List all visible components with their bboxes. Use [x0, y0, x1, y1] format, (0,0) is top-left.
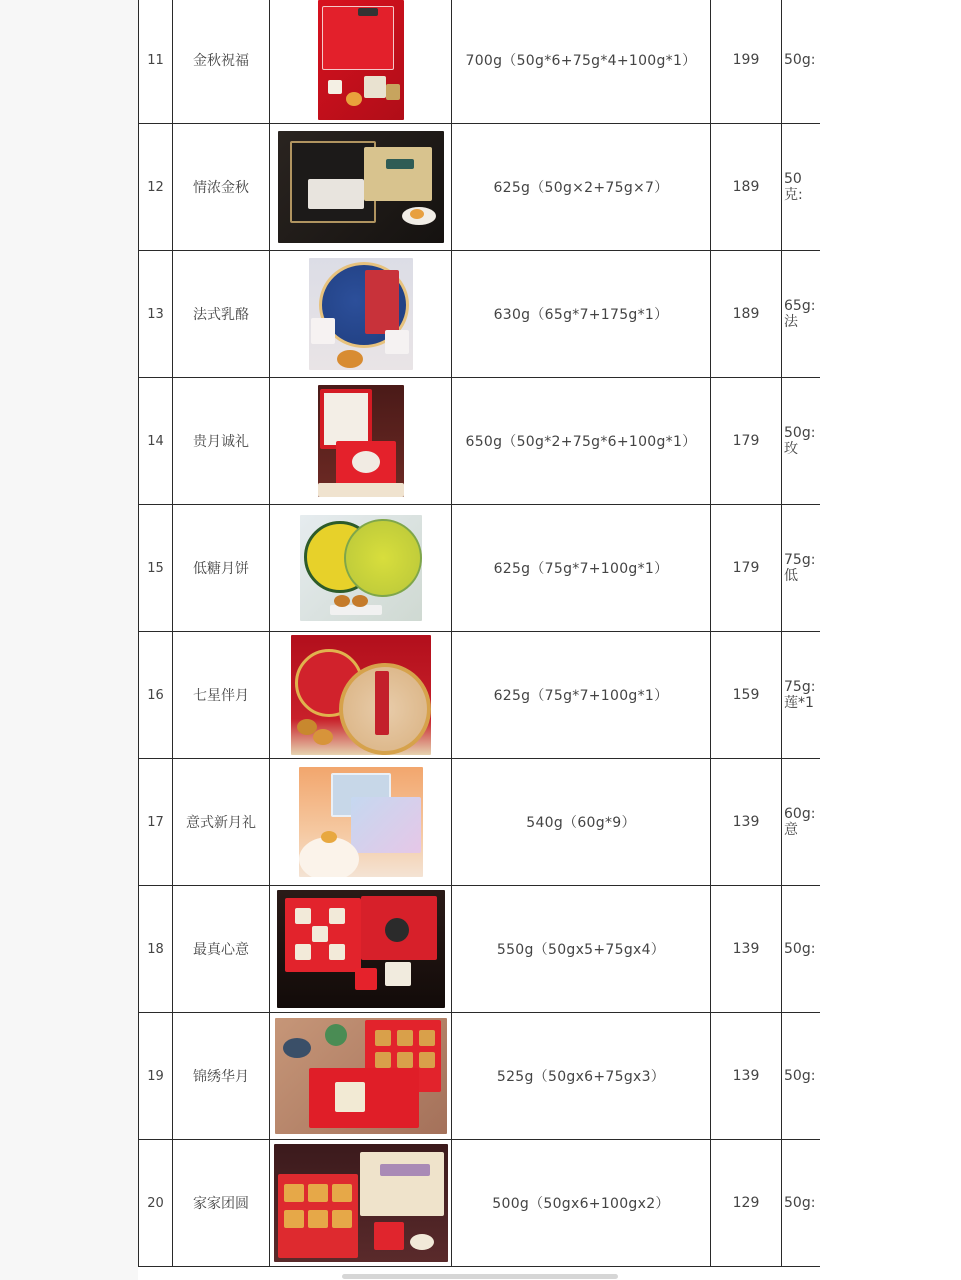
photo-shape	[308, 1210, 328, 1228]
weight-spec-cell	[452, 378, 711, 505]
photo-shape	[329, 908, 345, 924]
photo-shape	[325, 1024, 347, 1046]
price-cell-text: 139	[732, 1068, 760, 1084]
row-number-cell-text: 13	[147, 306, 164, 322]
product-name-cell	[173, 759, 270, 886]
home-indicator	[342, 1274, 618, 1279]
weight-spec-cell	[452, 759, 711, 886]
description-cell-text: 50g:	[784, 52, 816, 68]
product-name-cell-text: 家家团圆	[193, 1196, 249, 1212]
weight-spec-cell	[452, 1140, 711, 1267]
photo-shape	[328, 80, 342, 94]
price-cell	[711, 1013, 782, 1140]
photo-shape	[375, 671, 389, 735]
photo-shape	[334, 595, 350, 607]
row-number-cell-text: 16	[147, 687, 164, 703]
price-cell-text: 199	[732, 52, 760, 68]
description-cell	[782, 251, 821, 378]
photo-shape	[321, 831, 337, 843]
photo-shape	[419, 1052, 435, 1068]
photo-shape	[318, 483, 404, 497]
price-cell	[711, 378, 782, 505]
weight-spec-cell	[452, 1013, 711, 1140]
row-number-cell-text: 14	[147, 433, 164, 449]
photo-shape	[330, 605, 382, 615]
photo-shape	[360, 1152, 444, 1216]
photo-shape	[311, 318, 335, 344]
price-cell-text: 129	[732, 1195, 760, 1211]
price-cell-text: 189	[732, 306, 760, 322]
product-name-cell	[173, 886, 270, 1013]
product-photo	[291, 635, 431, 755]
table-row	[139, 759, 821, 886]
product-name-cell	[173, 0, 270, 124]
description-cell-text: 75g: 莲*1	[784, 679, 816, 711]
table-row	[139, 505, 821, 632]
row-number-cell	[139, 886, 173, 1013]
photo-shape	[355, 968, 377, 990]
row-number-cell-text: 15	[147, 560, 164, 576]
photo-shape	[364, 76, 386, 98]
weight-spec-cell-text: 625g（75g*7+100g*1）	[493, 688, 669, 704]
description-cell-text: 60g:意	[784, 806, 816, 838]
row-number-cell	[139, 759, 173, 886]
weight-spec-cell	[452, 124, 711, 251]
photo-shape	[322, 6, 394, 70]
table-row	[139, 0, 821, 124]
price-cell-text: 179	[732, 433, 760, 449]
product-photo	[318, 0, 404, 120]
product-name-cell	[173, 251, 270, 378]
photo-shape	[386, 84, 400, 100]
product-photo	[278, 131, 444, 243]
price-cell	[711, 632, 782, 759]
description-cell-text: 50g:玫	[784, 425, 816, 457]
product-name-cell	[173, 124, 270, 251]
photo-shape	[397, 1030, 413, 1046]
row-number-cell	[139, 124, 173, 251]
description-cell-text: 50g:	[784, 1068, 816, 1084]
product-photo	[300, 515, 422, 621]
price-cell	[711, 759, 782, 886]
photo-shape	[374, 1222, 404, 1250]
product-name-cell	[173, 1013, 270, 1140]
description-cell-text: 75g:低	[784, 552, 816, 584]
photo-shape	[352, 451, 380, 473]
photo-shape	[320, 389, 372, 449]
photo-shape	[386, 159, 414, 169]
row-number-cell-text: 18	[147, 941, 164, 957]
photo-shape	[284, 1210, 304, 1228]
row-number-cell-text: 17	[147, 814, 164, 830]
photo-shape	[358, 8, 378, 16]
product-name-cell	[173, 632, 270, 759]
photo-shape	[364, 147, 432, 201]
product-photo	[274, 1144, 448, 1262]
row-gutter	[0, 0, 138, 1280]
weight-spec-cell	[452, 505, 711, 632]
photo-shape	[352, 595, 368, 607]
weight-spec-cell-text: 625g（50g×2+75g×7）	[493, 180, 669, 196]
weight-spec-cell-text: 700g（50g*6+75g*4+100g*1）	[465, 53, 697, 69]
price-cell	[711, 1140, 782, 1267]
product-name-cell	[173, 378, 270, 505]
row-number-cell-text: 12	[147, 179, 164, 195]
mooncake-product-table	[138, 0, 820, 1267]
product-image-cell	[270, 632, 452, 759]
description-cell	[782, 0, 821, 124]
weight-spec-cell	[452, 251, 711, 378]
table-row	[139, 632, 821, 759]
weight-spec-cell	[452, 0, 711, 124]
photo-shape	[313, 729, 333, 745]
description-cell	[782, 124, 821, 251]
description-cell-text: 65g:法	[784, 298, 816, 330]
price-cell	[711, 886, 782, 1013]
photo-shape	[329, 944, 345, 960]
description-cell-text: 50g:	[784, 1195, 816, 1211]
photo-shape	[332, 1210, 352, 1228]
photo-shape	[375, 1030, 391, 1046]
price-cell-text: 159	[732, 687, 760, 703]
product-image-cell	[270, 1140, 452, 1267]
product-name-cell-text: 最真心意	[193, 942, 249, 958]
photo-shape	[308, 179, 364, 209]
description-cell	[782, 1013, 821, 1140]
table-row	[139, 886, 821, 1013]
product-image-cell	[270, 124, 452, 251]
description-cell-text: 50克:	[784, 171, 803, 203]
product-name-cell-text: 锦绣华月	[193, 1069, 249, 1085]
photo-shape	[380, 1164, 430, 1176]
row-number-cell	[139, 1013, 173, 1140]
product-image-cell	[270, 505, 452, 632]
photo-shape	[385, 918, 409, 942]
photo-shape	[299, 837, 359, 877]
photo-shape	[346, 92, 362, 106]
photo-shape	[385, 330, 409, 354]
photo-shape	[419, 1030, 435, 1046]
product-name-cell	[173, 1140, 270, 1267]
product-image-cell	[270, 378, 452, 505]
table-row	[139, 1013, 821, 1140]
weight-spec-cell-text: 630g（65g*7+175g*1）	[493, 307, 669, 323]
weight-spec-cell-text: 550g（50gx5+75gx4）	[496, 942, 666, 958]
table-row	[139, 251, 821, 378]
product-name-cell-text: 金秋祝福	[193, 53, 249, 69]
photo-shape	[410, 209, 424, 219]
product-image-cell	[270, 759, 452, 886]
row-number-cell	[139, 378, 173, 505]
price-cell-text: 179	[732, 560, 760, 576]
table-row	[139, 378, 821, 505]
product-name-cell	[173, 505, 270, 632]
row-number-cell	[139, 251, 173, 378]
weight-spec-cell	[452, 886, 711, 1013]
price-cell-text: 139	[732, 814, 760, 830]
description-cell	[782, 886, 821, 1013]
photo-shape	[312, 926, 328, 942]
photo-shape	[283, 1038, 311, 1058]
weight-spec-cell-text: 525g（50gx6+75gx3）	[496, 1069, 666, 1085]
weight-spec-cell-text: 625g（75g*7+100g*1）	[493, 561, 669, 577]
product-name-cell-text: 七星伴月	[193, 688, 249, 704]
photo-shape	[332, 1184, 352, 1202]
photo-shape	[335, 1082, 365, 1112]
price-cell-text: 139	[732, 941, 760, 957]
price-cell	[711, 505, 782, 632]
price-cell	[711, 0, 782, 124]
product-name-cell-text: 贵月诚礼	[193, 434, 249, 450]
weight-spec-cell-text: 500g（50gx6+100gx2）	[492, 1196, 670, 1212]
photo-shape	[385, 962, 411, 986]
description-cell	[782, 1140, 821, 1267]
photo-shape	[397, 1052, 413, 1068]
weight-spec-cell	[452, 632, 711, 759]
row-number-cell	[139, 632, 173, 759]
product-name-cell-text: 法式乳酪	[193, 307, 249, 323]
row-number-cell-text: 20	[147, 1195, 164, 1211]
product-name-cell-text: 情浓金秋	[193, 180, 249, 196]
row-number-cell	[139, 0, 173, 124]
row-number-cell	[139, 1140, 173, 1267]
product-photo	[299, 767, 423, 877]
row-number-cell	[139, 505, 173, 632]
price-cell	[711, 124, 782, 251]
table-row	[139, 124, 821, 251]
product-image-cell	[270, 251, 452, 378]
table-row	[139, 1140, 821, 1267]
price-cell	[711, 251, 782, 378]
product-image-cell	[270, 0, 452, 124]
photo-shape	[295, 944, 311, 960]
photo-shape	[410, 1234, 434, 1250]
photo-shape	[295, 908, 311, 924]
product-name-cell-text: 意式新月礼	[186, 815, 256, 831]
photo-shape	[351, 797, 421, 853]
product-photo	[277, 890, 445, 1008]
row-number-cell-text: 19	[147, 1068, 164, 1084]
description-cell-text: 50g:	[784, 941, 816, 957]
product-photo	[275, 1018, 447, 1134]
photo-shape	[308, 1184, 328, 1202]
photo-shape	[284, 1184, 304, 1202]
photo-shape	[365, 270, 399, 334]
photo-shape	[375, 1052, 391, 1068]
description-cell	[782, 378, 821, 505]
product-name-cell-text: 低糖月饼	[193, 561, 249, 577]
product-image-cell	[270, 1013, 452, 1140]
description-cell	[782, 632, 821, 759]
description-cell	[782, 759, 821, 886]
description-cell	[782, 505, 821, 632]
weight-spec-cell-text: 650g（50g*2+75g*6+100g*1）	[465, 434, 697, 450]
weight-spec-cell-text: 540g（60g*9）	[526, 815, 636, 831]
row-number-cell-text: 11	[147, 52, 164, 68]
product-image-cell	[270, 886, 452, 1013]
price-cell-text: 189	[732, 179, 760, 195]
photo-shape	[337, 350, 363, 368]
product-photo	[318, 385, 404, 497]
product-photo	[309, 258, 413, 370]
photo-shape	[344, 519, 422, 597]
